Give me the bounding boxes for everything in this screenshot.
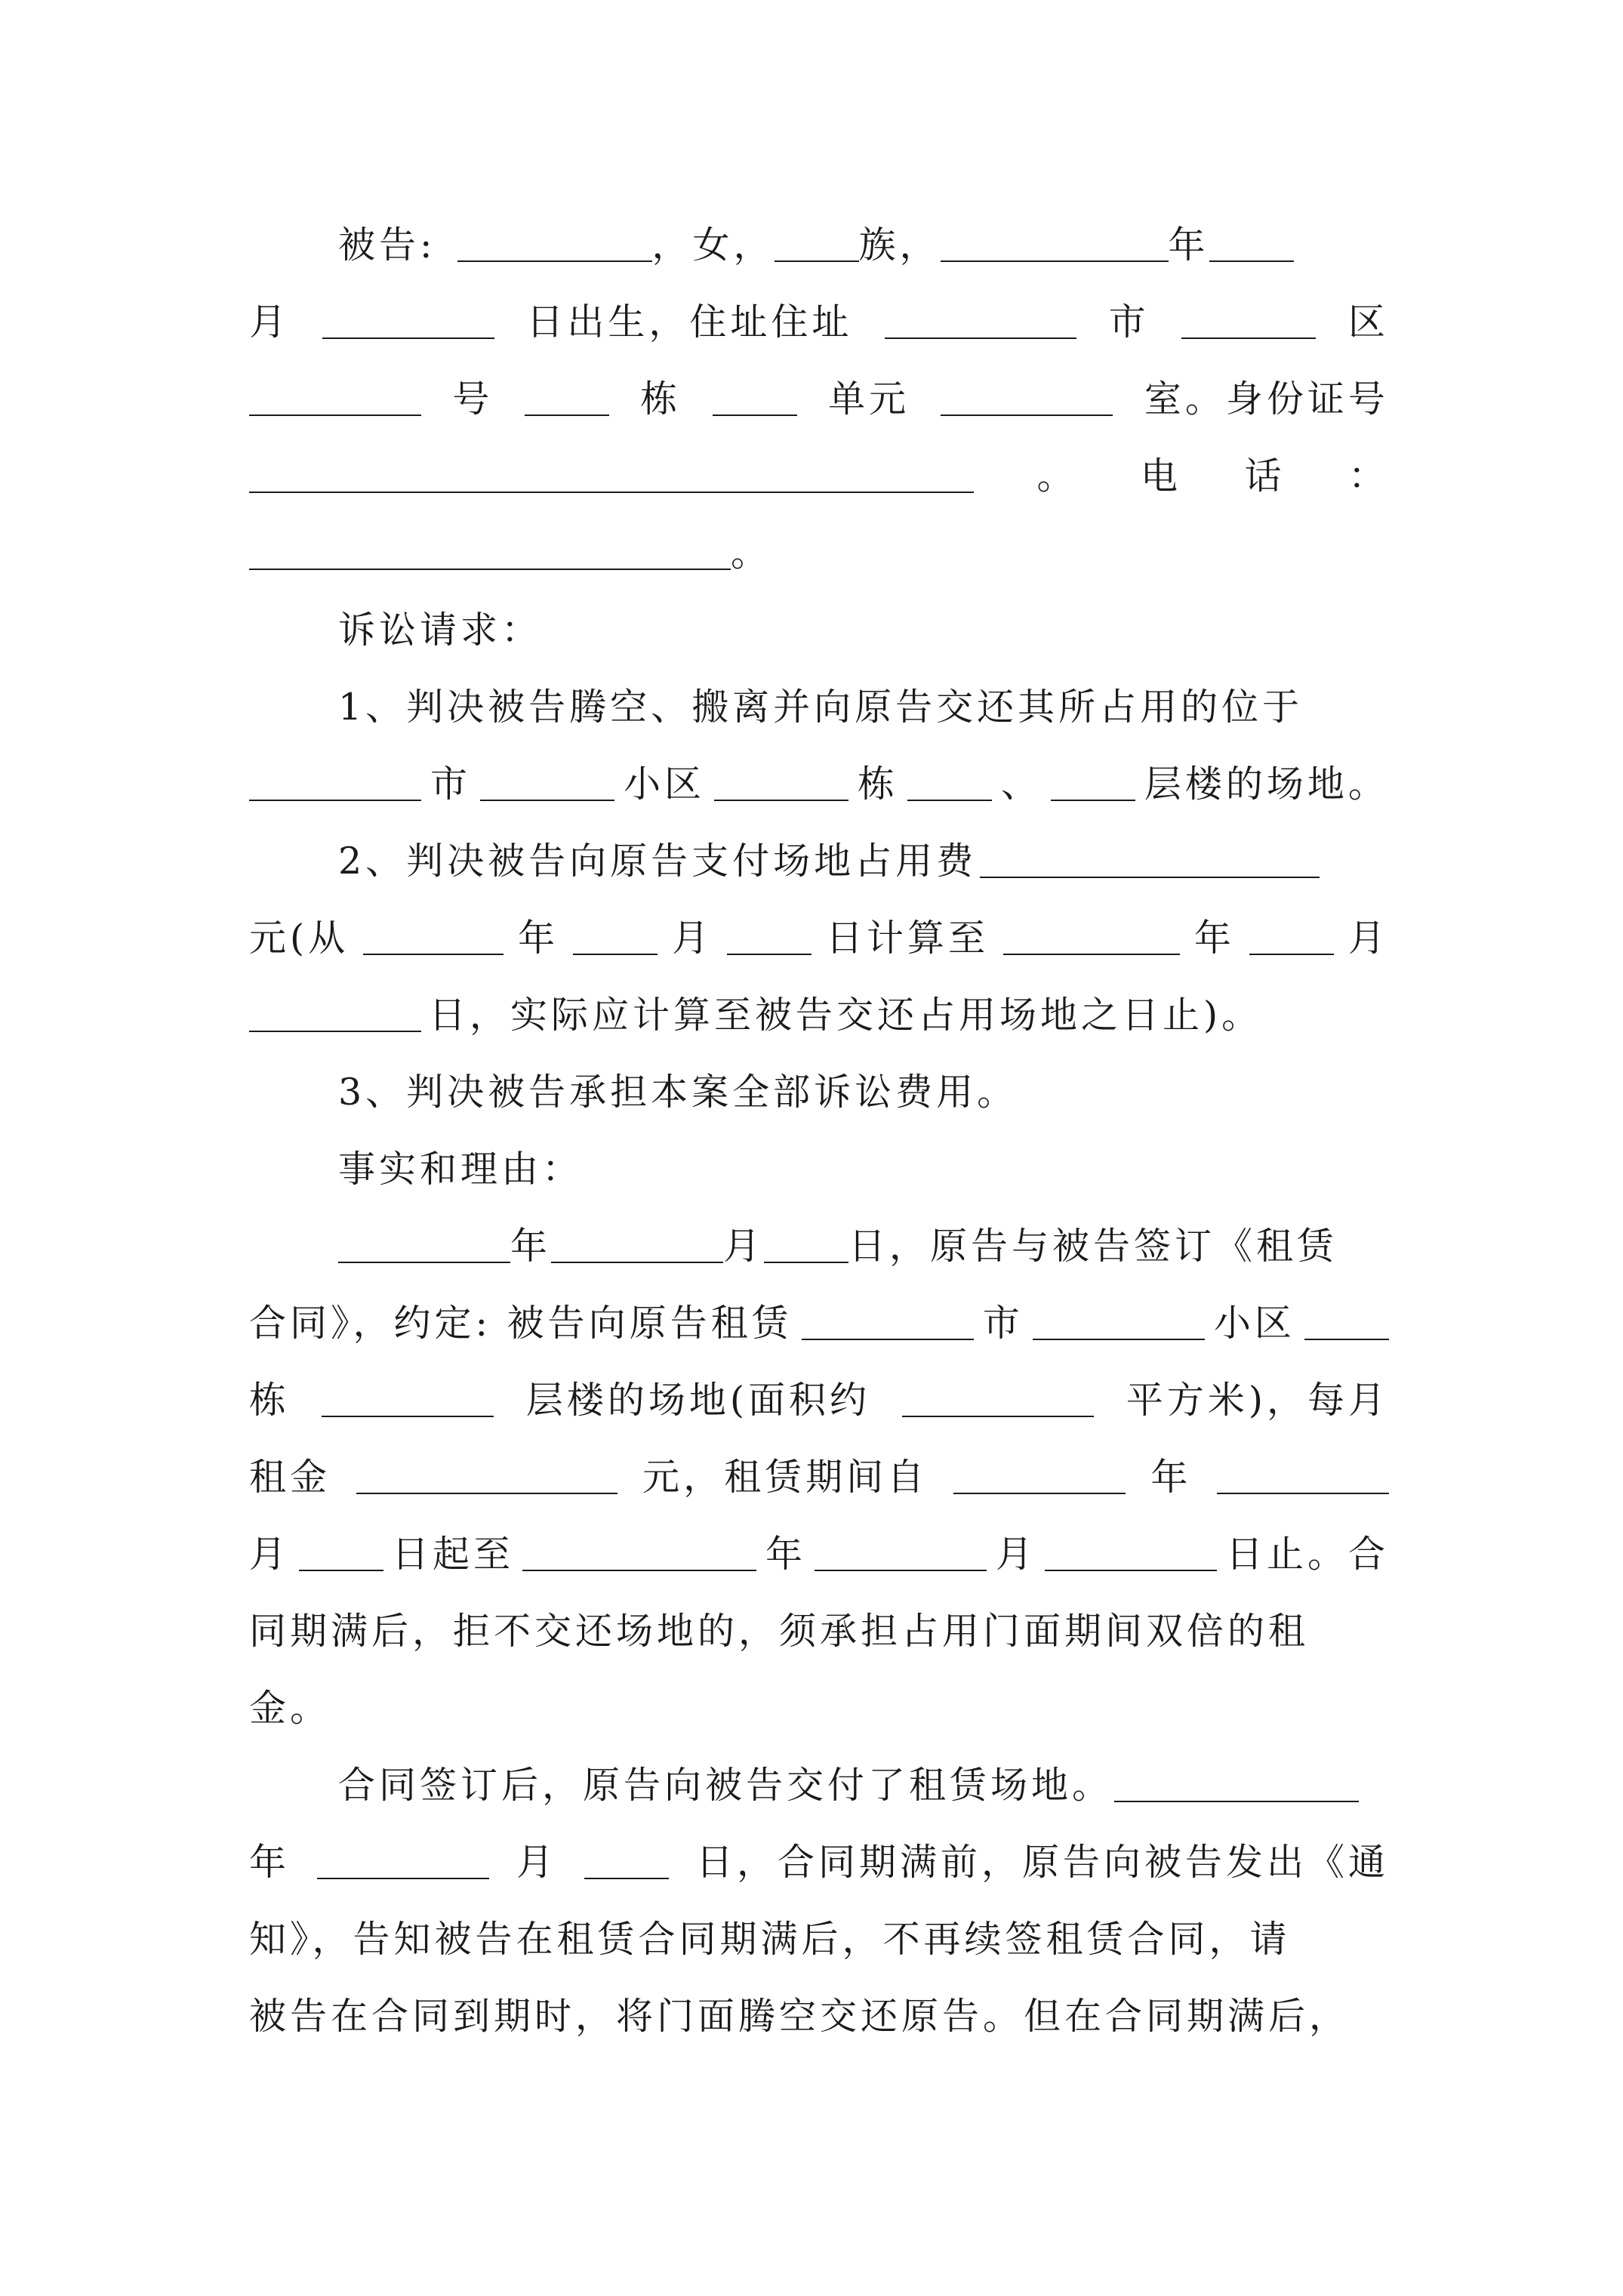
facts-p2-line-3 bbox=[249, 1906, 1389, 1974]
text-run: 。 bbox=[731, 532, 772, 575]
fill-in-blank bbox=[727, 911, 812, 955]
text-run: 月 bbox=[672, 917, 713, 960]
text-run: 层楼的场地(面积约 bbox=[525, 1379, 870, 1422]
claim-2-line-1 bbox=[338, 827, 1389, 895]
fill-in-blank bbox=[1051, 757, 1135, 801]
fill-in-blank bbox=[815, 1527, 987, 1571]
fill-in-blank bbox=[480, 757, 614, 801]
birth-day-blank bbox=[322, 295, 494, 339]
text-run: ，女， bbox=[651, 223, 775, 267]
text-run: ： bbox=[1347, 455, 1389, 498]
fill-in-blank bbox=[1304, 1296, 1389, 1340]
fill-in-blank bbox=[249, 988, 421, 1032]
text-run: 合同》，约定: 被告向原告租赁 bbox=[249, 1302, 793, 1345]
fill-in-blank bbox=[1003, 911, 1180, 955]
address-room-blank bbox=[941, 372, 1113, 416]
fill-in-blank bbox=[1217, 1450, 1389, 1494]
fill-in-blank bbox=[1114, 1758, 1359, 1802]
facts-p2-line-1 bbox=[338, 1752, 1389, 1820]
fill-in-blank bbox=[338, 1219, 510, 1263]
facts-heading bbox=[338, 1136, 1389, 1203]
claims-heading bbox=[338, 596, 1389, 664]
name-blank bbox=[457, 218, 652, 262]
text-run: 事实和理由： bbox=[338, 1148, 584, 1191]
defendant-line-2 bbox=[249, 288, 1389, 356]
address-unit-blank bbox=[713, 372, 797, 416]
text-run: 金。 bbox=[249, 1687, 331, 1730]
text-run: 月 bbox=[249, 1533, 291, 1576]
fill-in-blank bbox=[322, 1373, 494, 1417]
text-run: 室。身份证号 bbox=[1144, 378, 1389, 421]
text-run: 日，原告与被告签订《租赁 bbox=[848, 1225, 1338, 1268]
text-run: 日计算至 bbox=[825, 917, 989, 960]
text-run: 3、判决被告承担本案全部诉讼费用。 bbox=[338, 1071, 1018, 1114]
text-run: 月 bbox=[516, 1841, 557, 1884]
text-run: 被告在合同到期时，将门面腾空交还原告。但在合同期满后， bbox=[249, 1995, 1350, 2038]
text-run: 。 bbox=[1036, 455, 1078, 498]
birth-year-blank bbox=[941, 218, 1169, 262]
fill-in-blank bbox=[953, 1450, 1126, 1494]
facts-p1-line-4 bbox=[249, 1444, 1389, 1512]
text-run: 、 bbox=[1000, 763, 1042, 806]
fill-in-blank bbox=[363, 911, 504, 955]
fill-in-blank bbox=[356, 1450, 617, 1494]
text-run: 日，实际应计算至被告交还占用场地之日止)。 bbox=[429, 994, 1263, 1037]
fill-in-blank bbox=[1033, 1296, 1205, 1340]
defendant-line-4 bbox=[249, 442, 1389, 510]
text-run: 2、判决被告向原告支付场地占用费 bbox=[338, 840, 978, 883]
address-city-blank bbox=[885, 295, 1076, 339]
fill-in-blank bbox=[907, 757, 992, 801]
text-run: 族， bbox=[858, 223, 941, 267]
text-run: 月 bbox=[1347, 917, 1389, 960]
facts-p1-line-2 bbox=[249, 1290, 1389, 1358]
text-run: 租金 bbox=[249, 1456, 331, 1499]
claim-2-line-3 bbox=[249, 982, 1389, 1049]
facts-p1-line-3 bbox=[249, 1367, 1389, 1435]
text-run: 月 bbox=[995, 1533, 1036, 1576]
text-run: 栋 bbox=[249, 1379, 291, 1422]
address-building-blank bbox=[525, 372, 609, 416]
fill-in-blank bbox=[1045, 1527, 1217, 1571]
text-run: 年 bbox=[510, 1225, 552, 1268]
text-run: 平方米)，每月 bbox=[1126, 1379, 1389, 1422]
text-run: 合同签订后，原告向被告交付了租赁场地。 bbox=[338, 1764, 1113, 1807]
fill-in-blank bbox=[299, 1527, 383, 1571]
text-run: 日，合同期满前，原告向被告发出《通 bbox=[695, 1841, 1389, 1884]
text-run: 同期满后，拒不交还场地的，须承担占用门面期间双倍的租 bbox=[249, 1610, 1310, 1653]
facts-p2-line-4 bbox=[249, 1983, 1389, 2051]
text-run: 年 bbox=[1168, 223, 1209, 267]
fill-in-blank bbox=[902, 1373, 1094, 1417]
text-run: 小区 bbox=[1213, 1302, 1295, 1345]
text-run: 元，租赁期间自 bbox=[642, 1456, 929, 1499]
text-run: 诉讼请求： bbox=[338, 609, 543, 652]
defendant-line-3 bbox=[249, 365, 1389, 433]
address-district-blank bbox=[1181, 295, 1316, 339]
text-run: 月 bbox=[249, 300, 291, 344]
text-run: 区 bbox=[1347, 300, 1389, 344]
claim-1-line-2 bbox=[249, 750, 1389, 818]
facts-p2-line-2 bbox=[249, 1829, 1389, 1897]
fill-in-blank bbox=[573, 911, 658, 955]
facts-p1-line-7 bbox=[249, 1675, 1389, 1743]
text-run: 话 bbox=[1244, 455, 1286, 498]
fill-in-blank bbox=[522, 1527, 756, 1571]
text-run: 日止。合 bbox=[1225, 1533, 1389, 1576]
id-number-blank bbox=[249, 449, 974, 493]
text-run: 年 bbox=[1193, 917, 1235, 960]
fill-in-blank bbox=[584, 1835, 669, 1879]
text-run: 市 bbox=[430, 763, 471, 806]
text-run: 小区 bbox=[623, 763, 705, 806]
text-run: 日出生，住址住址 bbox=[526, 300, 853, 344]
claim-3 bbox=[338, 1059, 1389, 1126]
claim-2-line-2 bbox=[249, 905, 1389, 972]
facts-p1-line-5 bbox=[249, 1521, 1389, 1589]
fill-in-blank bbox=[551, 1219, 723, 1263]
text-run: 年 bbox=[249, 1841, 291, 1884]
text-run: 年 bbox=[765, 1533, 806, 1576]
ethnicity-blank bbox=[775, 218, 859, 262]
defendant-line-5 bbox=[249, 519, 1389, 587]
text-run: 栋 bbox=[857, 763, 898, 806]
fill-in-blank bbox=[1249, 911, 1334, 955]
text-run: 市 bbox=[1108, 300, 1150, 344]
text-run: 月 bbox=[723, 1225, 765, 1268]
text-run: 1、判决被告腾空、搬离并向原告交还其所占用的位于 bbox=[338, 686, 1304, 729]
fill-in-blank bbox=[714, 757, 848, 801]
text-run: 层楼的场地。 bbox=[1144, 763, 1389, 806]
text-run: 年 bbox=[518, 917, 559, 960]
text-run: 电 bbox=[1140, 455, 1181, 498]
text-run: 号 bbox=[452, 378, 494, 421]
fill-in-blank bbox=[317, 1835, 489, 1879]
text-run: 年 bbox=[1150, 1456, 1192, 1499]
text-run: 元(从 bbox=[249, 917, 350, 960]
fee-blank bbox=[980, 834, 1320, 878]
birth-month-blank bbox=[1209, 218, 1294, 262]
defendant-label: 被告: bbox=[338, 223, 436, 267]
fill-in-blank bbox=[802, 1296, 974, 1340]
facts-p1-line-1 bbox=[338, 1213, 1389, 1281]
text-run: 单元 bbox=[828, 378, 910, 421]
text-run: 市 bbox=[982, 1302, 1024, 1345]
text-run: 日起至 bbox=[391, 1533, 514, 1576]
defendant-line-1 bbox=[338, 211, 1389, 279]
fill-in-blank bbox=[249, 757, 421, 801]
facts-p1-line-6 bbox=[249, 1598, 1389, 1666]
text-run: 知》，告知被告在租赁合同期满后，不再续签租赁合同，请 bbox=[249, 1918, 1291, 1961]
claim-1-line-1 bbox=[338, 673, 1389, 741]
phone-blank bbox=[249, 526, 731, 570]
text-run: 栋 bbox=[640, 378, 682, 421]
fill-in-blank bbox=[764, 1219, 848, 1263]
address-number-blank bbox=[249, 372, 421, 416]
